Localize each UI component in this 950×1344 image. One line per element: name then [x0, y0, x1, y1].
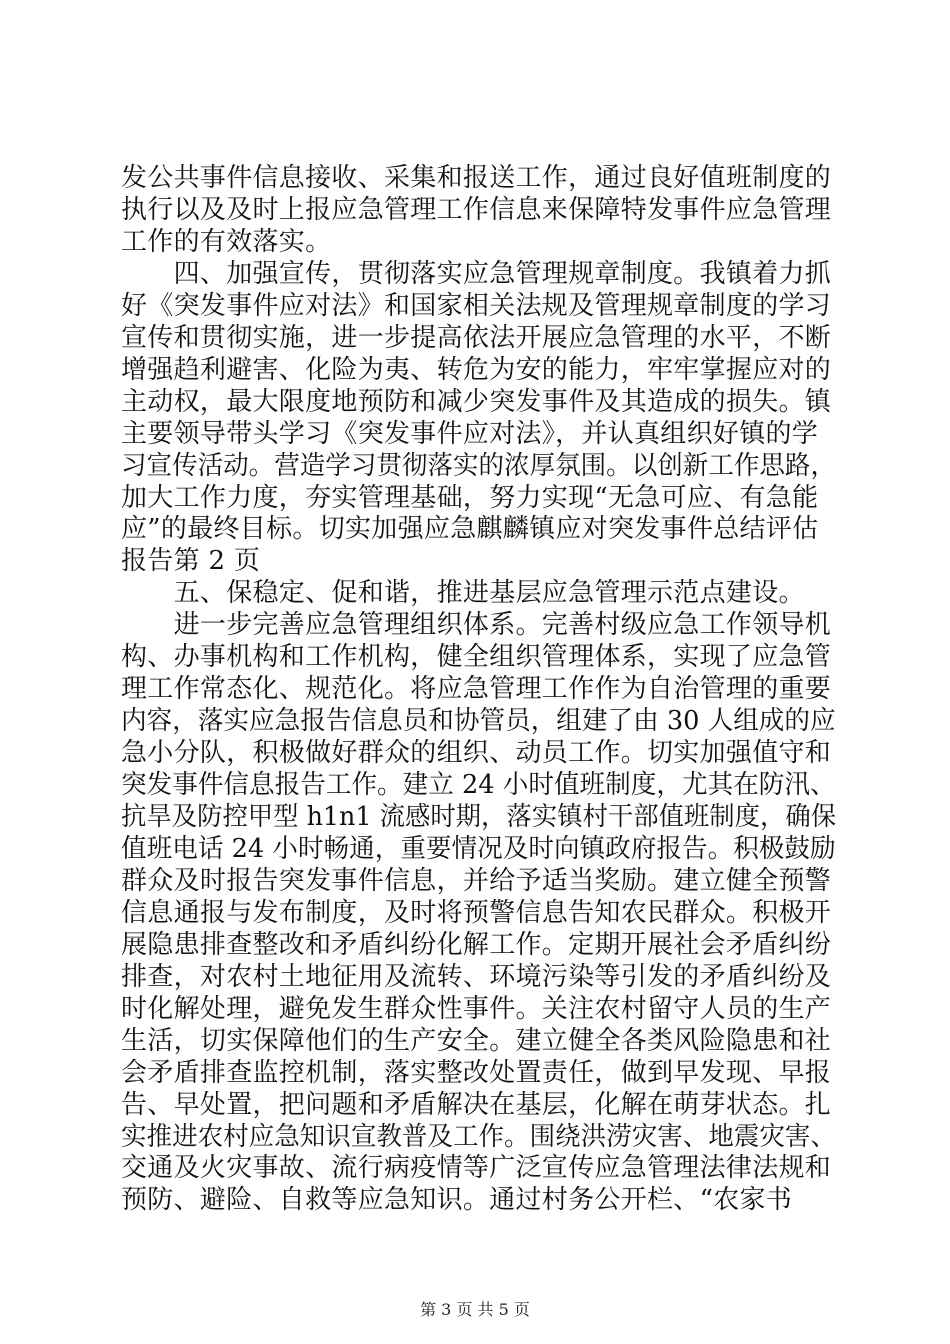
text-line: 值班电话 24 小时畅通，重要情况及时向镇政府报告。积极鼓励	[121, 833, 836, 864]
text-line: 应”的最终目标。切实加强应急麒麟镇应对突发事件总结评估	[121, 514, 819, 545]
text-line: 排查，对农村土地征用及流转、环境污染等引发的矛盾纠纷及	[121, 961, 832, 992]
text-line: 五、保稳定、促和谐，推进基层应急管理示范点建设。	[121, 578, 805, 609]
text-line: 突发事件信息报告工作。建立 24 小时值班制度，尤其在防汛、	[121, 770, 836, 801]
text-line: 习宣传活动。营造学习贯彻落实的浓厚氛围。以创新工作思路，	[121, 450, 837, 481]
text-line: 进一步完善应急管理组织体系。完善村级应急工作领导机	[121, 610, 832, 641]
text-line: 预防、避险、自救等应急知识。通过村务公开栏、“农家书	[121, 1185, 793, 1216]
text-line: 生活，切实保障他们的生产安全。建立健全各类风险隐患和社	[121, 1025, 832, 1056]
text-line: 执行以及及时上报应急管理工作信息来保障特发事件应急管理	[121, 194, 832, 225]
text-line: 会矛盾排查监控机制，落实整改处置责任，做到早发现、早报	[121, 1057, 832, 1088]
text-line: 急小分队，积极做好群众的组织、动员工作。切实加强值守和	[121, 738, 832, 769]
text-line: 时化解处理，避免发生群众性事件。关注农村留守人员的生产	[121, 993, 832, 1024]
text-line: 四、加强宣传，贯彻落实应急管理规章制度。我镇着力抓	[121, 258, 832, 289]
text-line: 告、早处置，把问题和矛盾解决在基层，化解在萌芽状态。扎	[121, 1089, 832, 1120]
text-line: 实推进农村应急知识宣教普及工作。围绕洪涝灾害、地震灾害、	[121, 1121, 837, 1152]
text-line: 增强趋利避害、化险为夷、转危为安的能力，牢牢掌握应对的	[121, 354, 832, 385]
text-line: 发公共事件信息接收、采集和报送工作，通过良好值班制度的	[121, 163, 832, 193]
page-footer: 第 3 页 共 5 页	[420, 1300, 530, 1319]
text-line: 抗旱及防控甲型 h1n1 流感时期，落实镇村干部值班制度，确保	[121, 802, 837, 832]
text-line: 展隐患排查整改和矛盾纠纷化解工作。定期开展社会矛盾纠纷	[121, 929, 832, 960]
text-line: 内容，落实应急报告信息员和协管员，组建了由 30 人组成的应	[121, 706, 836, 737]
text-line: 宣传和贯彻实施，进一步提高依法开展应急管理的水平，不断	[121, 322, 832, 353]
text-line: 报告第 2 页	[121, 546, 261, 577]
text-line: 加大工作力度，夯实管理基础，努力实现“无急可应、有急能	[121, 482, 819, 513]
text-line: 理工作常态化、规范化。将应急管理工作作为自治管理的重要	[121, 674, 832, 705]
text-line: 好《突发事件应对法》和国家相关法规及管理规章制度的学习	[121, 290, 832, 321]
text-line: 构、办事机构和工作机构，健全组织管理体系，实现了应急管	[121, 642, 832, 673]
text-line: 主要领导带头学习《突发事件应对法》，并认真组织好镇的学	[121, 418, 819, 449]
text-line: 主动权，最大限度地预防和减少突发事件及其造成的损失。镇	[121, 386, 832, 417]
text-line: 信息通报与发布制度，及时将预警信息告知农民群众。积极开	[121, 897, 832, 928]
text-line: 群众及时报告突发事件信息，并给予适当奖励。建立健全预警	[121, 865, 832, 896]
text-line: 工作的有效落实。	[121, 226, 332, 257]
text-line: 交通及火灾事故、流行病疫情等广泛宣传应急管理法律法规和	[121, 1153, 832, 1184]
